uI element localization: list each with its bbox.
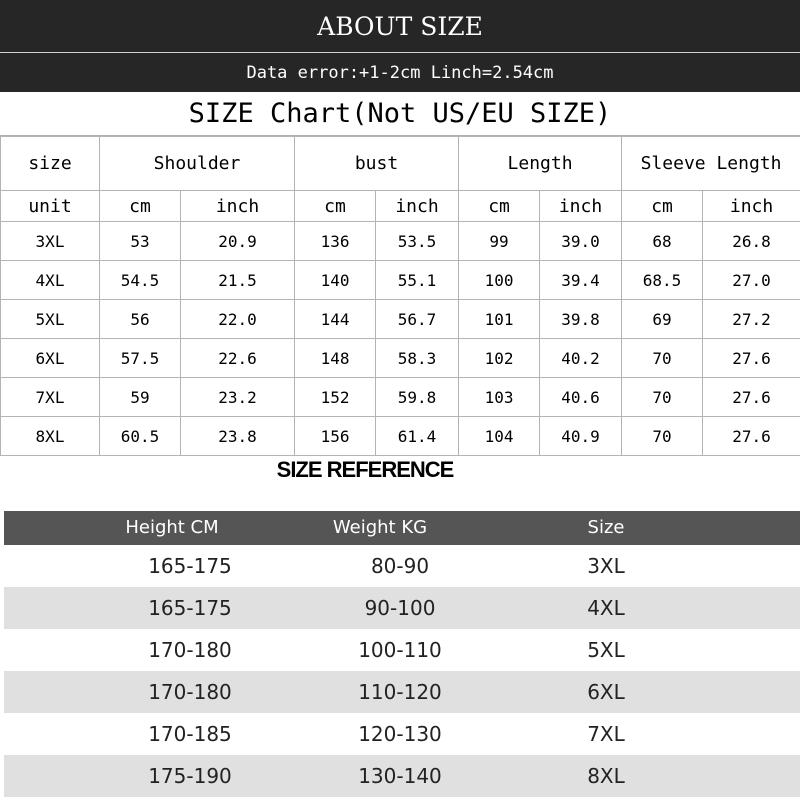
header-cell-size: size xyxy=(1,137,100,191)
size-chart-row xyxy=(1,261,800,300)
size-reference-row xyxy=(4,755,800,797)
measurement-cell: 40.9 xyxy=(540,417,622,456)
size-label-cell: 7XL xyxy=(1,378,100,417)
ref-weight-cell: 120-130 xyxy=(358,722,442,746)
measurement-cell: 27.6 xyxy=(703,378,800,417)
ref-height-cell: 170-180 xyxy=(148,638,232,662)
measurement-cell: 140 xyxy=(295,261,376,300)
ref-weight-cell: 90-100 xyxy=(364,596,436,620)
measurement-cell: 68.5 xyxy=(622,261,703,300)
ref-size-cell: 4XL xyxy=(587,596,625,620)
size-reference-table xyxy=(4,511,800,797)
ref-height-cell: 175-190 xyxy=(148,764,232,788)
measurement-cell: 56.7 xyxy=(376,300,459,339)
measurement-cell: 27.6 xyxy=(703,417,800,456)
size-label-cell: 4XL xyxy=(1,261,100,300)
measurement-cell: 60.5 xyxy=(100,417,181,456)
measurement-cell: 156 xyxy=(295,417,376,456)
unit-cell: cm xyxy=(295,191,376,222)
measurement-cell: 136 xyxy=(295,222,376,261)
measurement-cell: 100 xyxy=(459,261,540,300)
size-reference-row xyxy=(4,629,800,671)
size-chart-header-row xyxy=(1,137,800,191)
unit-cell: inch xyxy=(703,191,800,222)
size-reference-row xyxy=(4,587,800,629)
unit-cell: cm xyxy=(459,191,540,222)
size-label-cell: 3XL xyxy=(1,222,100,261)
measurement-cell: 40.6 xyxy=(540,378,622,417)
measurement-cell: 20.9 xyxy=(181,222,295,261)
size-chart-row xyxy=(1,378,800,417)
size-chart-table xyxy=(0,136,800,456)
unit-cell: inch xyxy=(181,191,295,222)
measurement-cell: 59 xyxy=(100,378,181,417)
measurement-cell: 23.8 xyxy=(181,417,295,456)
header-cell-length: Length xyxy=(459,137,622,191)
ref-weight-cell: 100-110 xyxy=(358,638,442,662)
size-reference-title: SIZE REFERENCE xyxy=(276,457,454,482)
size-label-cell: 8XL xyxy=(1,417,100,456)
measurement-cell: 99 xyxy=(459,222,540,261)
measurement-cell: 22.0 xyxy=(181,300,295,339)
header-title: ABOUT SIZE xyxy=(0,0,800,52)
measurement-cell: 27.0 xyxy=(703,261,800,300)
measurement-cell: 39.8 xyxy=(540,300,622,339)
size-chart-unit-row xyxy=(1,191,800,222)
measurement-cell: 39.0 xyxy=(540,222,622,261)
measurement-cell: 55.1 xyxy=(376,261,459,300)
ref-header-weight: Weight KG xyxy=(332,517,428,538)
ref-height-cell: 170-180 xyxy=(148,680,232,704)
measurement-cell: 21.5 xyxy=(181,261,295,300)
unit-cell: cm xyxy=(622,191,703,222)
ref-weight-cell: 110-120 xyxy=(358,680,442,704)
size-reference-header-row xyxy=(4,511,800,545)
size-label-cell: 5XL xyxy=(1,300,100,339)
size-reference-row xyxy=(4,671,800,713)
ref-size-cell: 5XL xyxy=(587,638,625,662)
size-chart-row xyxy=(1,339,800,378)
ref-height-cell: 165-175 xyxy=(148,596,232,620)
size-label-cell: 6XL xyxy=(1,339,100,378)
header-cell-bust: bust xyxy=(295,137,459,191)
ref-weight-cell: 130-140 xyxy=(358,764,442,788)
measurement-cell: 102 xyxy=(459,339,540,378)
measurement-cell: 103 xyxy=(459,378,540,417)
measurement-cell: 39.4 xyxy=(540,261,622,300)
size-chart-row xyxy=(1,417,800,456)
ref-height-cell: 165-175 xyxy=(148,554,232,578)
size-chart-title: SIZE Chart(Not US/EU SIZE) xyxy=(0,92,800,136)
measurement-cell: 26.8 xyxy=(703,222,800,261)
ref-size-cell: 6XL xyxy=(587,680,625,704)
unit-cell: unit xyxy=(1,191,100,222)
measurement-cell: 53.5 xyxy=(376,222,459,261)
measurement-note: Data error:+1-2cm Linch=2.54cm xyxy=(0,52,800,92)
measurement-cell: 70 xyxy=(622,417,703,456)
size-reference-row xyxy=(4,545,800,587)
measurement-cell: 69 xyxy=(622,300,703,339)
measurement-cell: 101 xyxy=(459,300,540,339)
measurement-cell: 53 xyxy=(100,222,181,261)
ref-size-cell: 3XL xyxy=(587,554,625,578)
ref-header-size: Size xyxy=(587,517,625,538)
measurement-cell: 23.2 xyxy=(181,378,295,417)
header-cell-shoulder: Shoulder xyxy=(100,137,295,191)
size-chart-row xyxy=(1,222,800,261)
measurement-cell: 144 xyxy=(295,300,376,339)
measurement-cell: 54.5 xyxy=(100,261,181,300)
unit-cell: inch xyxy=(376,191,459,222)
measurement-cell: 57.5 xyxy=(100,339,181,378)
ref-header-height: Height CM xyxy=(125,517,219,538)
measurement-cell: 61.4 xyxy=(376,417,459,456)
measurement-cell: 22.6 xyxy=(181,339,295,378)
measurement-cell: 68 xyxy=(622,222,703,261)
measurement-cell: 59.8 xyxy=(376,378,459,417)
measurement-cell: 27.6 xyxy=(703,339,800,378)
measurement-cell: 70 xyxy=(622,339,703,378)
unit-cell: cm xyxy=(100,191,181,222)
ref-height-cell: 170-185 xyxy=(148,722,232,746)
measurement-cell: 148 xyxy=(295,339,376,378)
size-chart-row xyxy=(1,300,800,339)
measurement-cell: 40.2 xyxy=(540,339,622,378)
ref-size-cell: 7XL xyxy=(587,722,625,746)
measurement-cell: 27.2 xyxy=(703,300,800,339)
unit-cell: inch xyxy=(540,191,622,222)
measurement-cell: 104 xyxy=(459,417,540,456)
ref-weight-cell: 80-90 xyxy=(370,554,430,578)
size-reference-row xyxy=(4,713,800,755)
measurement-cell: 56 xyxy=(100,300,181,339)
ref-size-cell: 8XL xyxy=(587,764,625,788)
measurement-cell: 152 xyxy=(295,378,376,417)
header-cell-sleeve-length: Sleeve Length xyxy=(622,137,800,191)
measurement-cell: 58.3 xyxy=(376,339,459,378)
measurement-cell: 70 xyxy=(622,378,703,417)
